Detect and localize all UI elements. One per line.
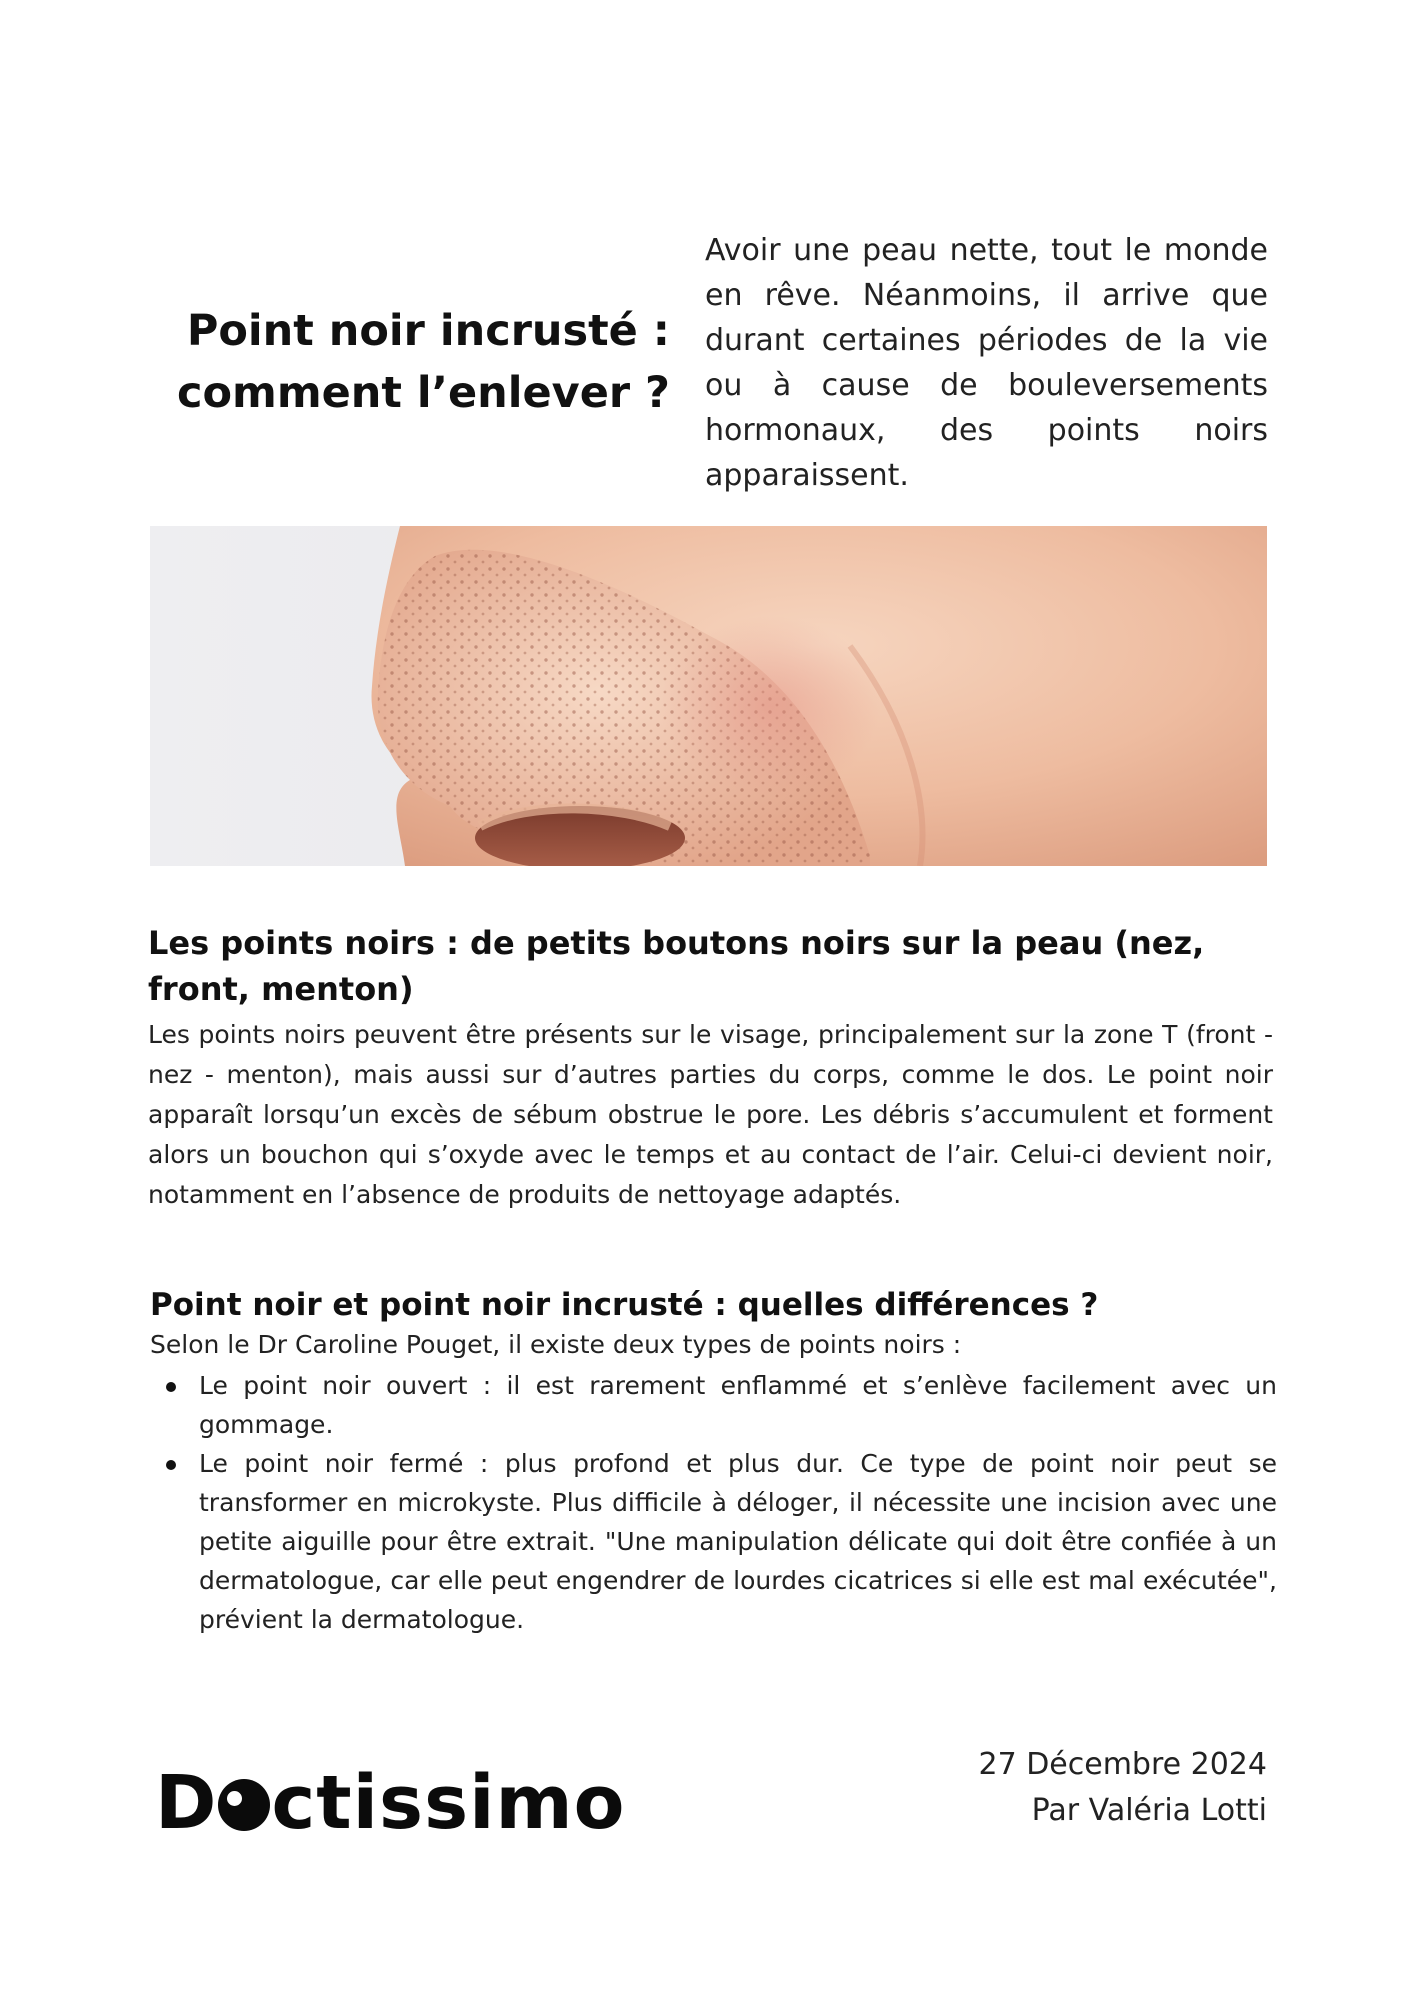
section-intro-differences: Selon le Dr Caroline Pouget, il existe deux types de points noirs : bbox=[150, 1330, 962, 1359]
logo-o-mark-icon bbox=[218, 1779, 270, 1831]
list-item-text: Le point noir ouvert : il est rarement enflammé et s’enlève facilement avec un gommage. bbox=[199, 1371, 1277, 1439]
types-list bbox=[150, 1366, 1277, 1639]
list-item-point-noir-ouvert bbox=[150, 1366, 1277, 1444]
nose-closeup-illustration bbox=[150, 526, 1267, 866]
article-intro: Avoir une peau nette, tout le monde en rêve. Néanmoins, il arrive que durant certaines périodes de la vie ou à cause de bouleversements hormonaux, des points noirs apparaissent. bbox=[705, 233, 1268, 493]
doctissimo-logo: D ctissimo bbox=[155, 1760, 626, 1846]
publication-date: 27 Décembre 2024 bbox=[978, 1747, 1267, 1782]
bullet-icon bbox=[166, 1460, 176, 1470]
bullet-icon bbox=[166, 1382, 176, 1392]
list-item-text: Le point noir fermé : plus profond et plus dur. Ce type de point noir peut se transformer en microkyste. Plus difficile à déloger, il nécessite une incision avec une petite aiguille pour être extrait. "Une manipulation délicate qui doit être confiée à un dermatologue, car elle peut engendrer de lourdes cicatrices si elle est mal exécutée", prévient la dermatologue. bbox=[199, 1449, 1277, 1634]
article-title-line-1: Point noir incrusté : bbox=[186, 306, 670, 356]
article-title bbox=[150, 300, 670, 424]
article-title-line-2: comment l’enlever ? bbox=[176, 368, 670, 418]
section-body-points-noirs: Les points noirs peuvent être présents sur le visage, principalement sur la zone T (front - nez - menton), mais aussi sur d’autres parties du corps, comme le dos. Le point noir apparaît lorsqu’un excès de sébum obstrue le pore. Les débris s’accumulent et forment alors un bouchon qui s’oxyde avec le temps et au contact de l’air. Celui-ci devient noir, notamment en l’absence de produits de nettoyage adaptés. bbox=[148, 1020, 1273, 1209]
hero-image bbox=[150, 526, 1267, 866]
article-meta bbox=[767, 1742, 1267, 1834]
section-title-differences: Point noir et point noir incrusté : quelles différences ? bbox=[150, 1287, 1099, 1323]
section-title-points-noirs: Les points noirs : de petits boutons noirs sur la peau (nez, front, menton) bbox=[148, 924, 1205, 1008]
author-byline: Par Valéria Lotti bbox=[1031, 1793, 1267, 1828]
list-item-point-noir-ferme bbox=[150, 1444, 1277, 1639]
